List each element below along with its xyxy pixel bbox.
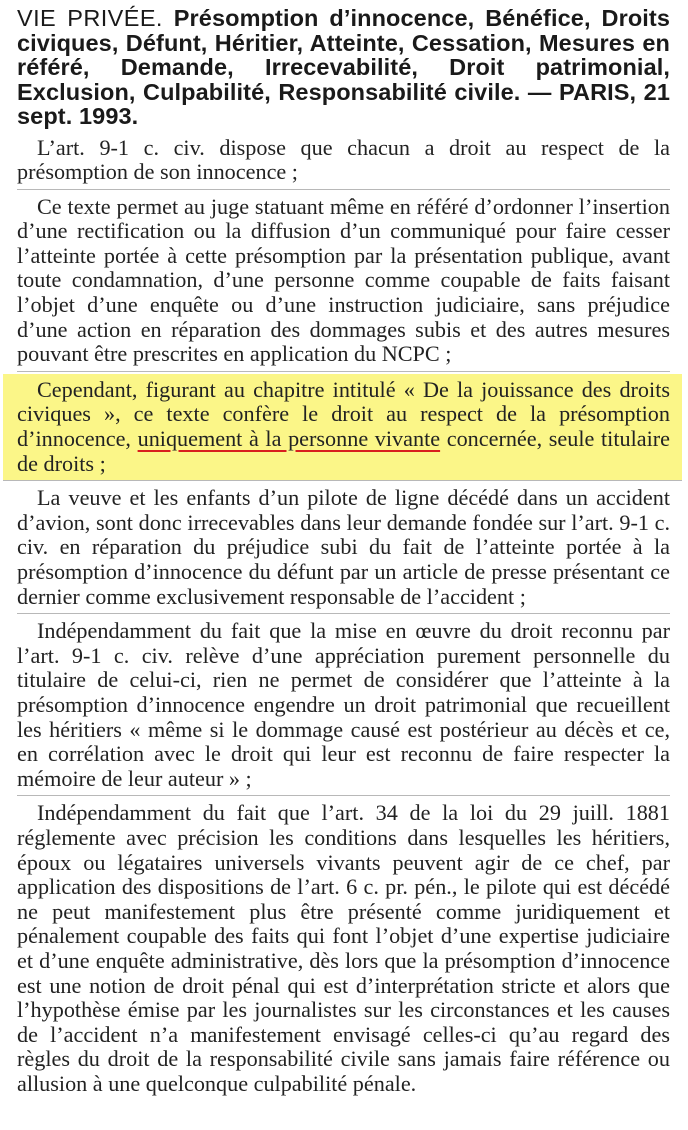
paragraph-3-before: Cependant, figurant au chapitre intitulé « De la jouissance des droits civiques », ce texte confère le droit au respect de la présomption d’innocence, <box>17 376 670 452</box>
red-underlined-phrase: uniquement à la personne vivante <box>137 426 441 452</box>
heading-lead: VIE PRIVÉE. <box>17 5 163 31</box>
paragraph-2: Ce texte permet au juge statuant même en référé d’ordonner l’insertion d’une rectification ou la diffusion d’un communiqué pour faire cesser l’atteinte portée à cette présomption par la présentation publique, avant toute condamnation, d’une personne comme coupable de faits faisant l’objet d’une enquête ou d’une instruction judiciaire, sans préjudice d’une action en réparation des dommages subis et des autres mesures pouvant être prescrites en application du NCPC ; <box>17 192 670 372</box>
highlighted-paragraph-3 <box>3 374 682 481</box>
paragraph-4: La veuve et les enfants d’un pilote de ligne décédé dans un accident d’avion, sont donc irrecevables dans leur demande fondée sur l’art. 9-1 c. civ. en réparation du préjudice subi du fait de l’atteinte portée à la présomption d’innocence du défunt par un article de presse présentant ce dernier comme exclusivement responsable de l’accident ; <box>17 483 670 614</box>
case-heading <box>17 6 670 129</box>
paragraph-6: Indépendamment du fait que l’art. 34 de la loi du 29 juill. 1881 réglemente avec précision les conditions dans lesquelles les héritiers, époux ou légataires universels vivants peuvent agir de ce chef, par application des dispositions de l’art. 6 c. pr. pén., le pilote qui est décédé ne peut manifestement plus être présenté comme juridiquement et pénalement coupable des faits qui font l’objet d’une expertise judiciaire et d’une enquête administrative, dès lors que la présomption d’innocence est une notion de droit pénal qui est d’interprétation stricte et alors que l’hypothèse émise par les journalistes sur les circonstances et les causes de l’accident n’a manifestement envisagé celles-ci qu’au regard des règles du droit de la responsabilité civile sans jamais faire référence ou allusion à une quelconque culpabilité pénale. <box>17 800 670 1096</box>
heading-keywords: Présomption d’innocence, Bénéfice, Droits civiques, Défunt, Héritier, Atteinte, Cessation, Mesures en référé, Demande, Irrecevabilité, Droit patrimonial, Exclusion, Culpabilité, Responsabilité civile. — PARIS, 21 sept. 1993. <box>17 5 670 129</box>
paragraph-1: L’art. 9-1 c. civ. dispose que chacun a droit au respect de la présomption de son innocence ; <box>17 133 670 190</box>
paragraph-3-after: concernée, seule titulaire de droits ; <box>17 426 671 476</box>
paragraph-5: Indépendamment du fait que la mise en œuvre du droit reconnu par l’art. 9-1 c. civ. relève d’une appréciation purement personnelle du titulaire de celui-ci, rien ne permet de considérer que l’atteinte à la présomption d’innocence engendre un droit patrimonial que recueillent les héritiers « même si le dommage causé est postérieur au décès et ce, en corrélation avec le droit qui leur est reconnu de faire respecter la mémoire de leur auteur » ; <box>17 616 670 796</box>
